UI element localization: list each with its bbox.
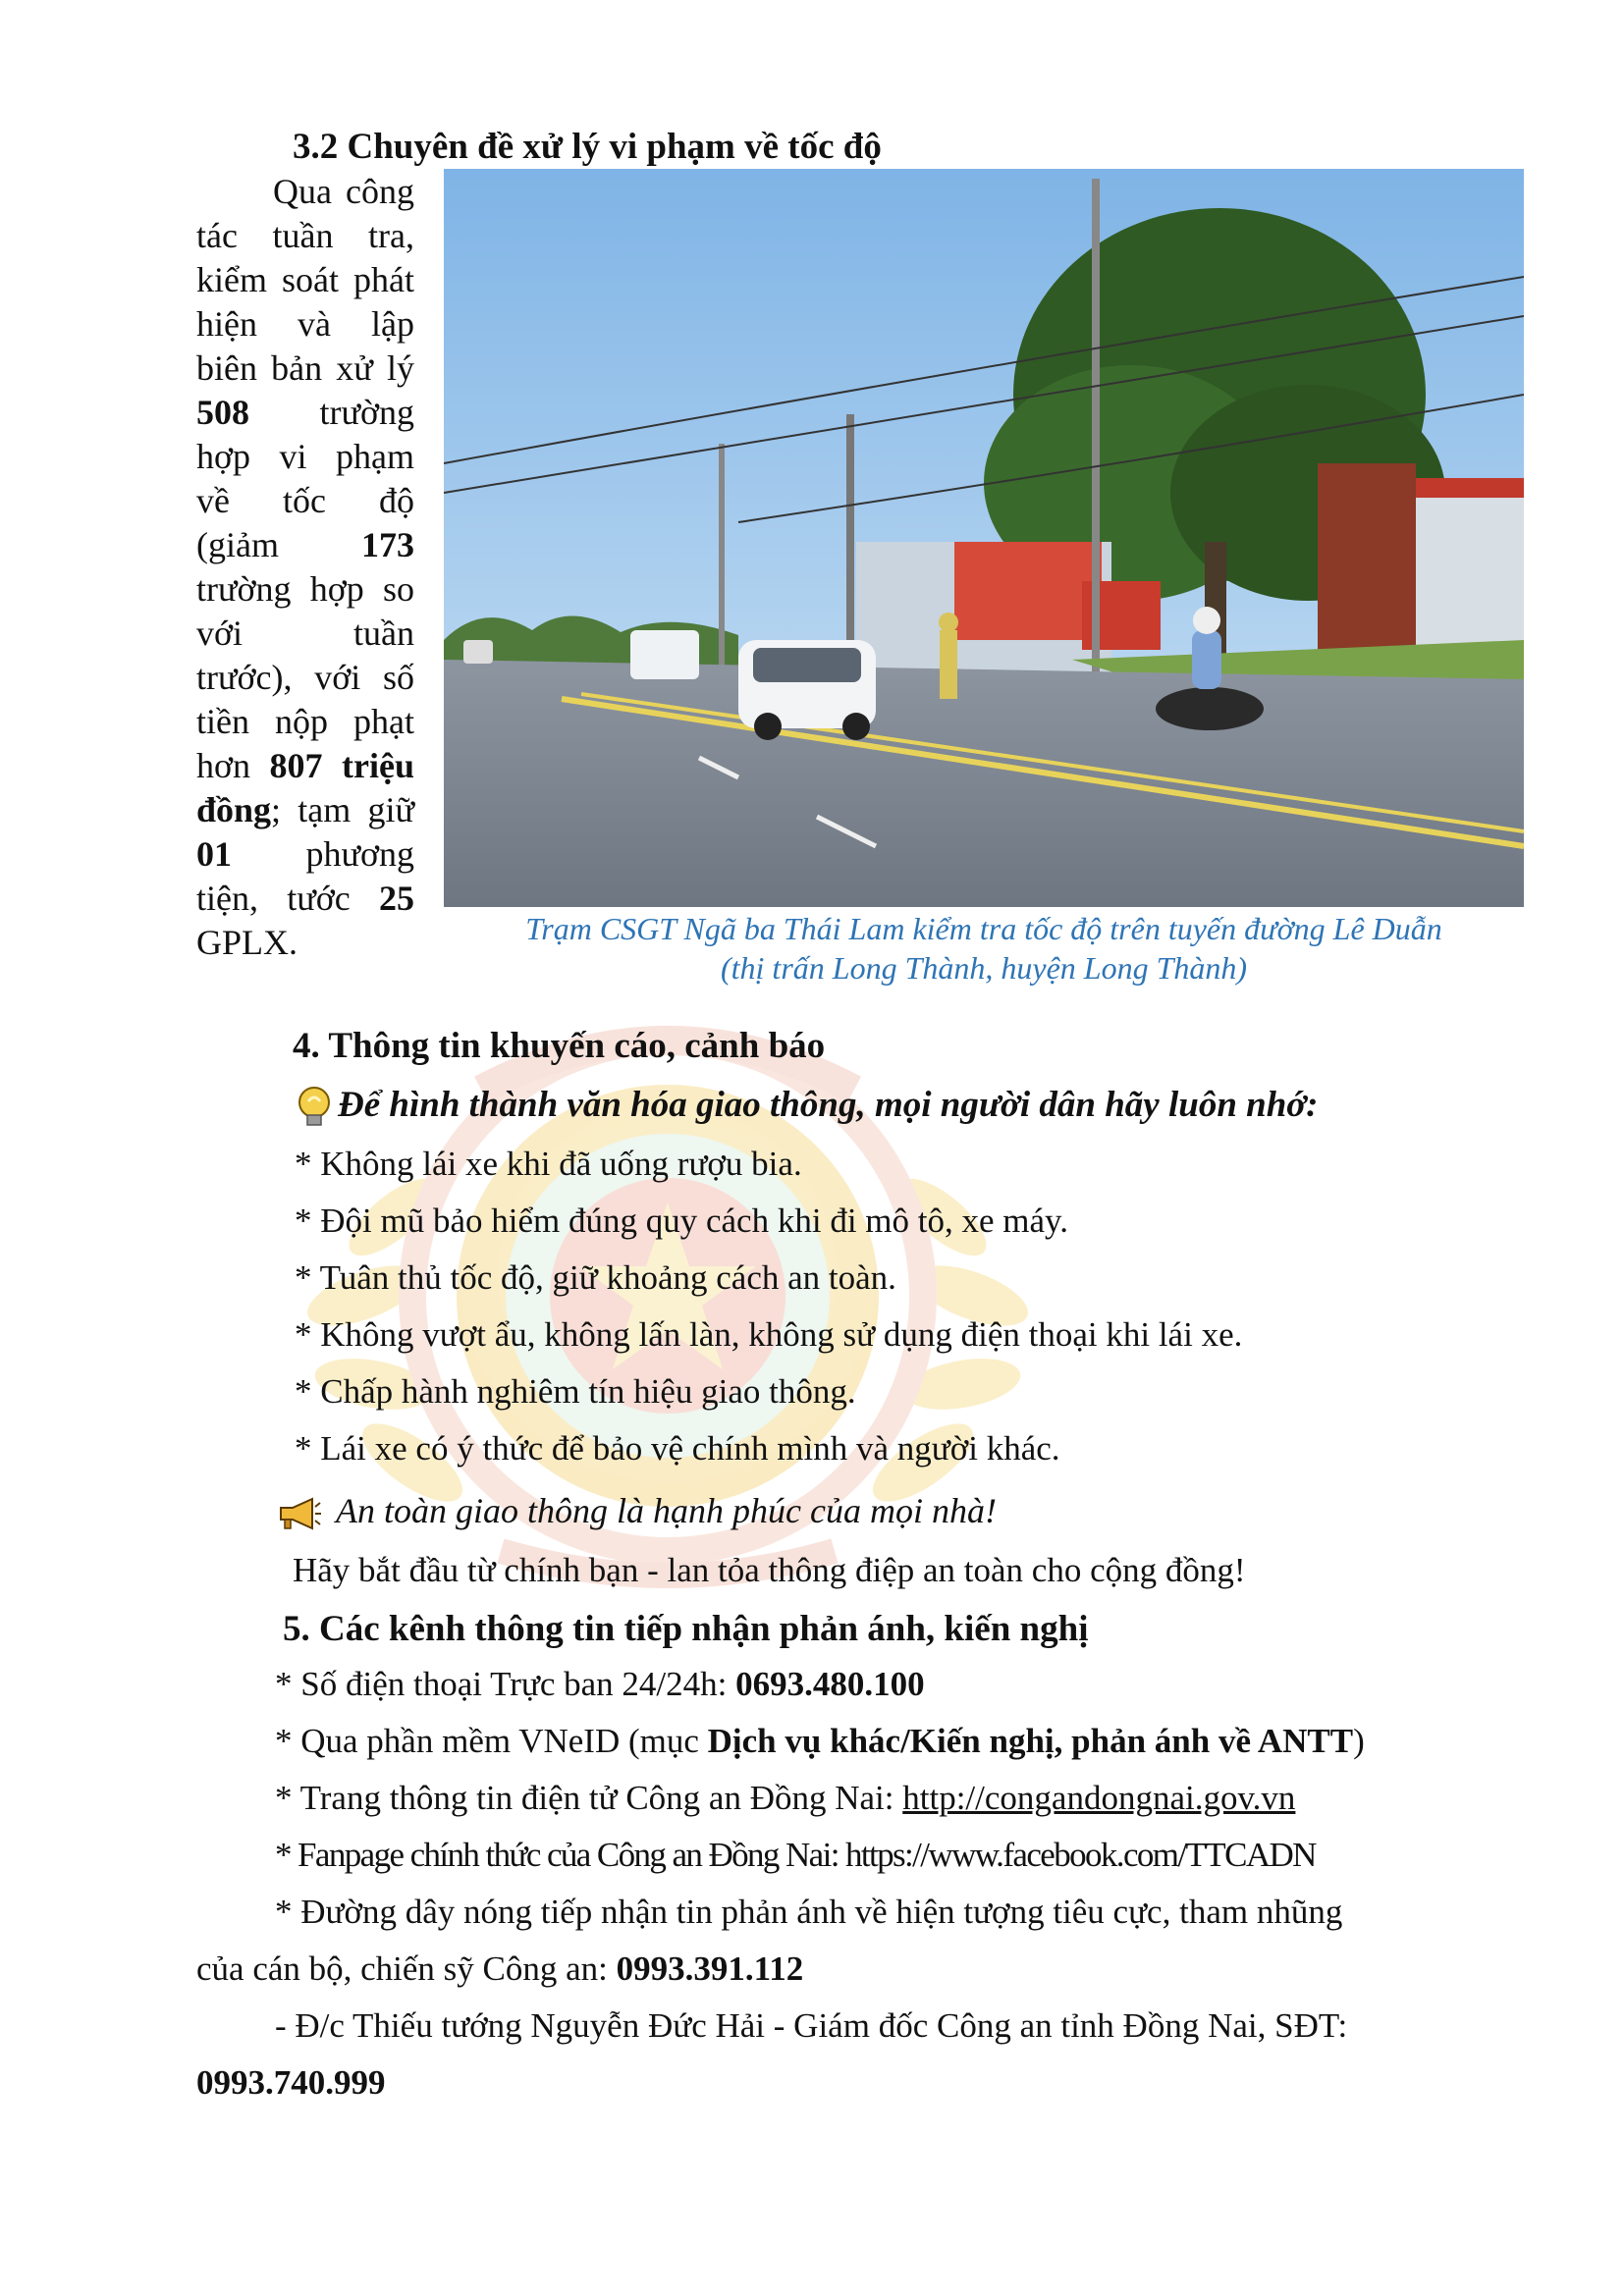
- advice-item-4: * Không vượt ẩu, không lấn làn, không sử dụng điện thoại khi lái xe.: [295, 1315, 1243, 1354]
- decrease-count: 173: [361, 525, 414, 564]
- road-checkpoint-photo: [444, 169, 1524, 907]
- director-line: - Đ/c Thiếu tướng Nguyễn Đức Hải - Giám đốc Công an tỉnh Đồng Nai, SĐT:: [275, 2006, 1348, 2045]
- section-5-heading: 5. Các kênh thông tin tiếp nhận phản ánh, kiến nghị: [283, 1609, 1089, 1649]
- vehicle-count: 01: [196, 834, 232, 874]
- anti-corruption-label: của cán bộ, chiến sỹ Công an:: [196, 1949, 617, 1988]
- anti-corruption-line-2: [196, 1949, 803, 1989]
- advice-item-3: * Tuân thủ tốc độ, giữ khoảng cách an toàn.: [295, 1258, 896, 1297]
- call-to-action-line: Hãy bắt đầu từ chính bạn - lan tỏa thông điệp an toàn cho cộng đồng!: [293, 1551, 1246, 1589]
- anti-corruption-line-1: * Đường dây nóng tiếp nhận tin phản ánh về hiện tượng tiêu cực, tham nhũng: [275, 1893, 1343, 1931]
- section-4-heading: 4. Thông tin khuyến cáo, cảnh báo: [293, 1026, 826, 1066]
- text-part: trường hợp so với tuần trước), với số tiền nộp phạt hơn: [196, 569, 414, 785]
- advice-item-6: * Lái xe có ý thức để bảo vệ chính mình và người khác.: [295, 1429, 1060, 1468]
- duty-hotline-number: 0693.480.100: [735, 1665, 925, 1703]
- vneid-menu-path: Dịch vụ khác/Kiến nghị, phản ánh về ANTT: [707, 1722, 1354, 1760]
- vneid-line: [275, 1722, 1365, 1761]
- director-phone: 0993.740.999: [196, 2063, 386, 2102]
- section-3-2-heading: 3.2 Chuyên đề xử lý vi phạm về tốc độ: [293, 127, 882, 167]
- duty-hotline-line: [275, 1665, 925, 1704]
- fine-amount: 807 triệu đồng: [196, 746, 414, 829]
- vneid-suffix: ): [1353, 1722, 1365, 1760]
- photo-caption-line-2: (thị trấn Long Thành, huyện Long Thành): [720, 950, 1248, 986]
- violation-count: 508: [196, 393, 249, 432]
- text-part: trường hợp vi phạm về tốc độ (giảm: [196, 393, 414, 564]
- tip-line: Để hình thành văn hóa giao thông, mọi người dân hãy luôn nhớ:: [338, 1085, 1319, 1125]
- license-count: 25: [379, 879, 414, 918]
- advice-item-1: * Không lái xe khi đã uống rượu bia.: [295, 1145, 802, 1183]
- fanpage-line: * Fanpage chính thức của Công an Đồng Nai: https://www.facebook.com/TTCADN: [275, 1836, 1316, 1874]
- anti-corruption-number: 0993.391.112: [616, 1949, 804, 1988]
- lightbulb-icon: [295, 1086, 334, 1131]
- text-part: phương tiện, tước: [196, 834, 414, 918]
- duty-hotline-label: * Số điện thoại Trực ban 24/24h:: [275, 1665, 736, 1703]
- advice-item-2: * Đội mũ bảo hiểm đúng quy cách khi đi mô tô, xe máy.: [295, 1201, 1069, 1240]
- website-line: [275, 1779, 1295, 1818]
- website-label: * Trang thông tin điện tử Công an Đồng Nai:: [275, 1779, 903, 1817]
- text-part: ; tạm giữ: [271, 790, 414, 829]
- vneid-label: * Qua phần mềm VNeID (mục: [275, 1722, 708, 1760]
- slogan-line: An toàn giao thông là hạnh phúc của mọi nhà!: [336, 1491, 997, 1530]
- website-link[interactable]: http://congandongnai.gov.vn: [902, 1779, 1296, 1817]
- advice-item-5: * Chấp hành nghiêm tín hiệu giao thông.: [295, 1372, 856, 1411]
- megaphone-icon: [277, 1497, 322, 1530]
- speed-violation-text: [196, 170, 414, 965]
- photo-caption-line-1: Trạm CSGT Ngã ba Thái Lam kiểm tra tốc độ trên tuyến đường Lê Duẫn: [525, 911, 1442, 946]
- text-part: GPLX.: [196, 923, 298, 962]
- text-part: Qua công tác tuần tra, kiểm soát phát hiện và lập biên bản xử lý: [196, 172, 414, 388]
